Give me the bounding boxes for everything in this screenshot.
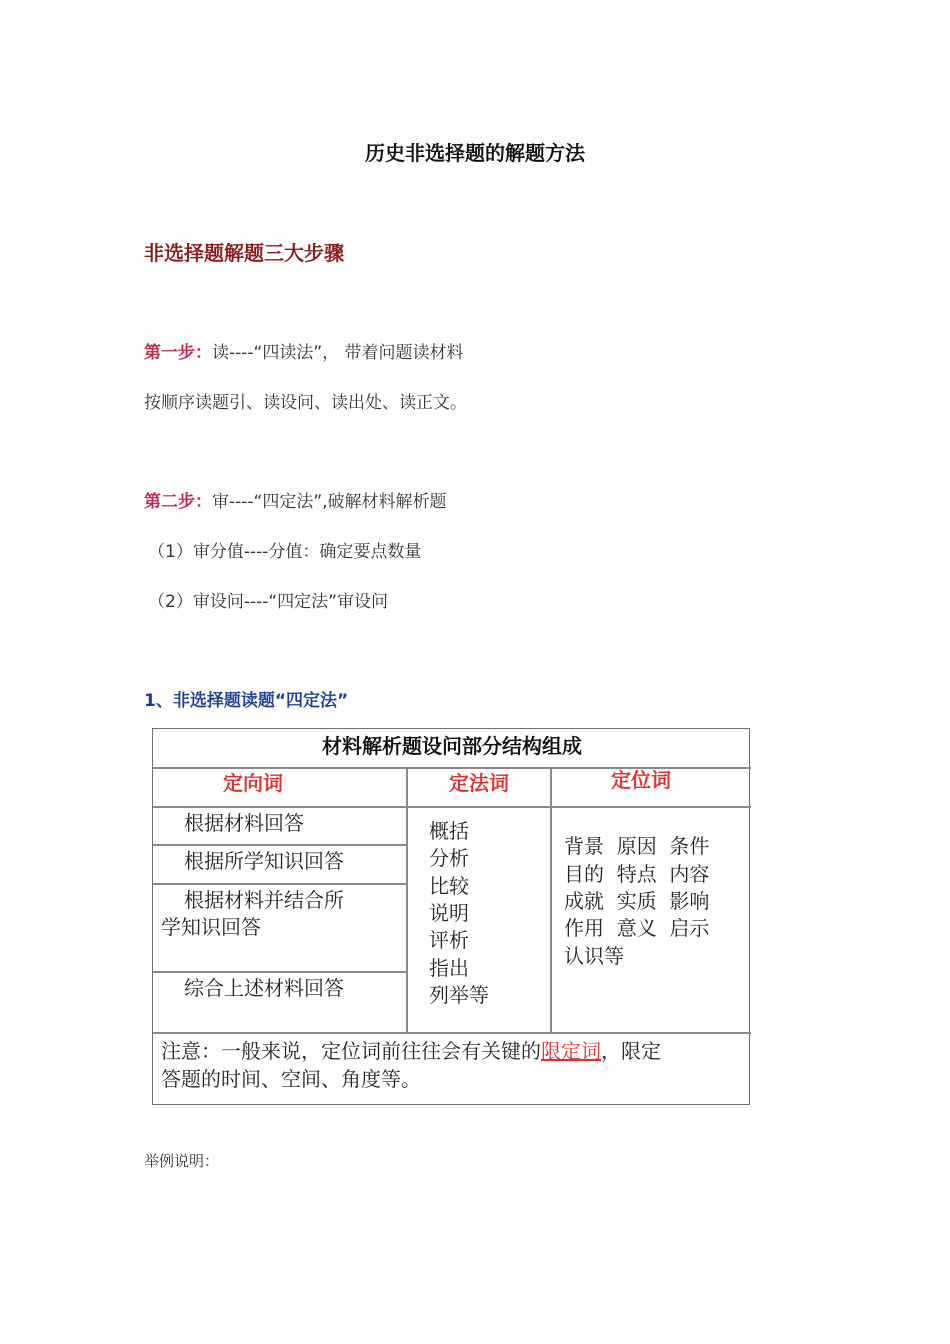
- position-word-row: 作用 意义 启示: [564, 916, 710, 940]
- position-word-row: 背景 原因 条件: [564, 834, 710, 858]
- step2-label: 第二步：: [144, 492, 212, 512]
- method-word: 比较: [429, 874, 469, 898]
- column-header-position: 定位词: [611, 768, 671, 792]
- direction-word: 综合上述材料回答: [184, 976, 344, 1000]
- direction-word: 根据所学知识回答: [184, 849, 344, 873]
- method-word: 分析: [429, 846, 469, 870]
- step2-item-1: （1）审分值----分值：确定要点数量: [148, 542, 422, 562]
- direction-word: 根据材料并结合所: [184, 888, 344, 912]
- example-label: 举例说明：: [144, 1152, 220, 1170]
- table-rule: [153, 806, 751, 808]
- direction-word: 根据材料回答: [184, 811, 304, 835]
- position-word-row: 认识等: [564, 944, 624, 968]
- table-rule: [153, 883, 407, 885]
- step1-text: 读----“四读法”， 带着问题读材料: [212, 343, 464, 363]
- step1-detail: 按顺序读题引、读设问、读出处、读正文。: [144, 393, 467, 413]
- method-word: 指出: [429, 956, 469, 980]
- direction-word: 学知识回答: [161, 915, 261, 939]
- table-note-line2: 答题的时间、空间、角度等。: [161, 1067, 421, 1091]
- method-word: 概括: [429, 819, 469, 843]
- column-header-method: 定法词: [449, 771, 509, 795]
- table-rule: [153, 844, 407, 846]
- note-suffix: ，限定: [601, 1039, 661, 1063]
- note-highlight: 限定词: [541, 1039, 601, 1063]
- table-note-line1: [161, 1038, 661, 1065]
- method-word: 说明: [429, 901, 469, 925]
- step2-text: 审----“四定法”,破解材料解析题: [212, 492, 447, 512]
- four-method-heading: 1、非选择题读题“四定法”: [144, 691, 349, 711]
- table-rule: [406, 767, 408, 1033]
- column-header-direction: 定向词: [223, 771, 283, 795]
- position-word-row: 目的 特点 内容: [564, 862, 710, 886]
- structure-table: [152, 728, 750, 1105]
- table-rule: [153, 971, 407, 973]
- table-rule: [550, 767, 552, 1033]
- document-title: 历史非选择题的解题方法: [365, 141, 585, 165]
- step2-item-2: （2）审设问----“四定法”审设问: [148, 592, 388, 612]
- table-title: 材料解析题设问部分结构组成: [322, 734, 582, 758]
- step1-line: [144, 338, 464, 363]
- table-rule: [153, 1032, 751, 1034]
- position-word-row: 成就 实质 影响: [564, 889, 710, 913]
- note-prefix: 注意：一般来说，定位词前往往会有关键的: [161, 1039, 541, 1063]
- method-word: 评析: [429, 928, 469, 952]
- step1-label: 第一步：: [144, 343, 212, 363]
- section-heading: 非选择题解题三大步骤: [144, 241, 344, 265]
- step2-line: [144, 487, 447, 512]
- method-word: 列举等: [429, 983, 489, 1007]
